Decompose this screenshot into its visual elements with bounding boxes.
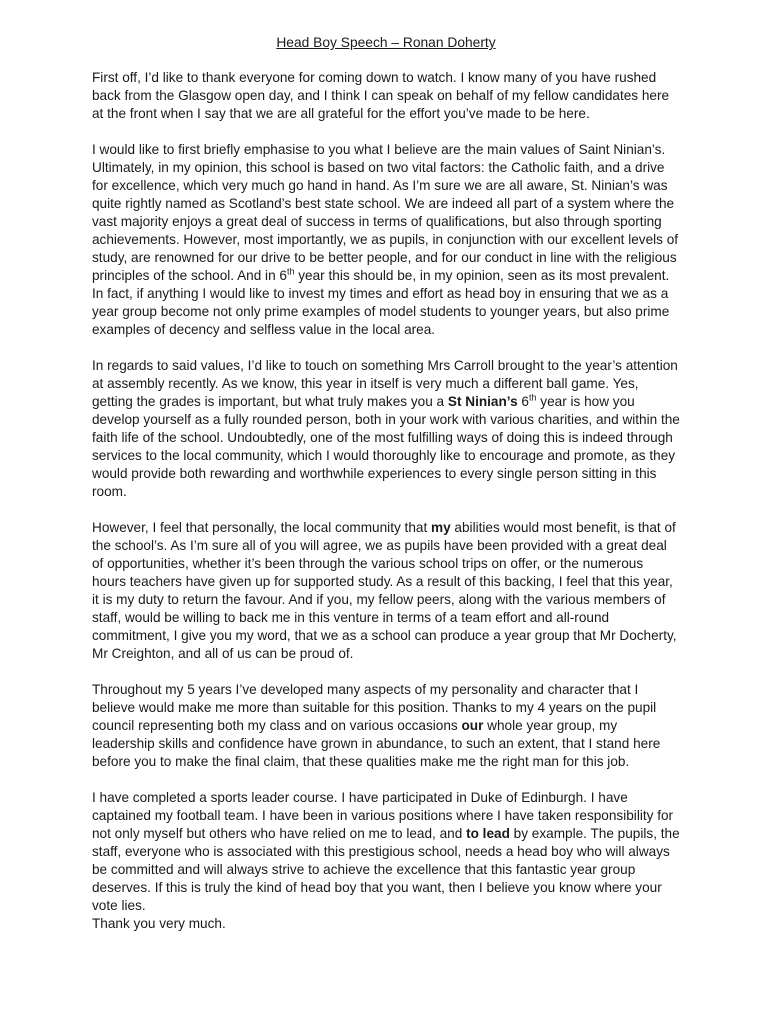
paragraph-4-text-b: abilities would most benefit, is that of the school’s. As I’m sure all of you will agree, we as pupils have been provided with a great deal of opportunities, whether it’s been through the various school trips on offer, or the numerous hours teachers have given up for supported study. As a result of this backing, I feel that this year, it is my duty to return the favour. And if you, my fellow peers, along with the various members of staff, would be willing to back me in this venture in terms of a team effort and all-round commitment, I give you my word, that we as a school can produce a year group that Mr Docherty, Mr Creighton, and all of us can be proud of. xyxy=(92,520,677,661)
paragraph-5-text-b: whole year group, my leadership skills and confidence have grown in abundance, to such an extent, that I stand here before you to make the final claim, that these qualities make me the right man for this job. xyxy=(92,718,661,769)
paragraph-6-text-b: by example. The pupils, the staff, everyone who is associated with this prestigious school, needs a head boy who will always be committed and will always strive to achieve the excellence that this fantastic year group deserves. If this is truly the kind of head boy that you want, then I believe you know where your vote lies. xyxy=(92,826,680,913)
paragraph-2-text-b: year this should be, in my opinion, seen as its most prevalent. In fact, if anything I would like to invest my times and effort as head boy in ensuring that we as a year group become not only prime examples of model students to younger years, but also prime examples of decency and selfless value in the local area. xyxy=(92,268,670,337)
paragraph-4-text-a: However, I feel that personally, the local community that xyxy=(92,520,431,535)
document-page xyxy=(92,34,680,933)
paragraph-3-text-c: year is how you develop yourself as a fully rounded person, both in your work with various charities, and within the faith life of the school. Undoubtedly, one of the most fulfilling ways of doing this is indeed through services to the local community, which I would thoroughly like to encourage and promote, as they would provide both rewarding and worthwhile experiences to every single person sitting in this room. xyxy=(92,394,680,499)
paragraph-6-bold: to lead xyxy=(466,826,510,841)
document-title: Head Boy Speech – Ronan Doherty xyxy=(276,35,496,50)
paragraph-6 xyxy=(92,789,680,915)
paragraph-4-bold: my xyxy=(431,520,451,535)
paragraph-5 xyxy=(92,681,680,771)
paragraph-3-bold: St Ninian’s xyxy=(447,394,518,409)
paragraph-5-bold: our xyxy=(461,718,484,733)
paragraph-3 xyxy=(92,357,680,501)
paragraph-2-superscript: th xyxy=(286,266,295,277)
paragraph-3-text-b: 6 xyxy=(517,394,529,409)
paragraph-1: First off, I’d like to thank everyone for coming down to watch. I know many of you have rushed back from the Glasgow open day, and I think I can speak on behalf of my fellow candidates here at the front when I say that we are all grateful for the effort you’ve made to be here. xyxy=(92,70,670,121)
paragraph-2 xyxy=(92,141,680,339)
closing-line: Thank you very much. xyxy=(92,916,226,931)
paragraph-5-text-a: Throughout my 5 years I’ve developed many aspects of my personality and character that I believe would make me more than suitable for this position. Thanks to my 4 years on the pupil council representing both my class and on various occasions xyxy=(92,682,657,733)
paragraph-6-text-a: I have completed a sports leader course. I have participated in Duke of Edinburgh. I have captained my football team. I have been in various positions where I have taken responsibility for not only myself but others who have relied on me to lead, and xyxy=(92,790,674,841)
paragraph-3-text-a: In regards to said values, I’d like to touch on something Mrs Carroll brought to the year’s attention at assembly recently. As we know, this year in itself is very much a different ball game. Yes, getting the grades is important, but what truly makes you a xyxy=(92,358,678,409)
paragraph-2-text-a: I would like to first briefly emphasise to you what I believe are the main values of Saint Ninian’s. Ultimately, in my opinion, this school is based on two vital factors: the Catholic faith, and a drive for excellence, which very much go hand in hand. As I’m sure we are all aware, St. Ninian’s was quite rightly named as Scotland’s best state school. We are indeed all part of a system where the vast majority enjoys a great deal of success in terms of qualifications, but also through sporting achievements. However, most importantly, we as pupils, in conjunction with our excellent levels of study, are renowned for our drive to be better people, and for our conduct in line with the religious principles of the school. And in 6 xyxy=(92,142,679,283)
paragraph-4 xyxy=(92,519,680,663)
paragraph-3-superscript: th xyxy=(528,392,537,403)
